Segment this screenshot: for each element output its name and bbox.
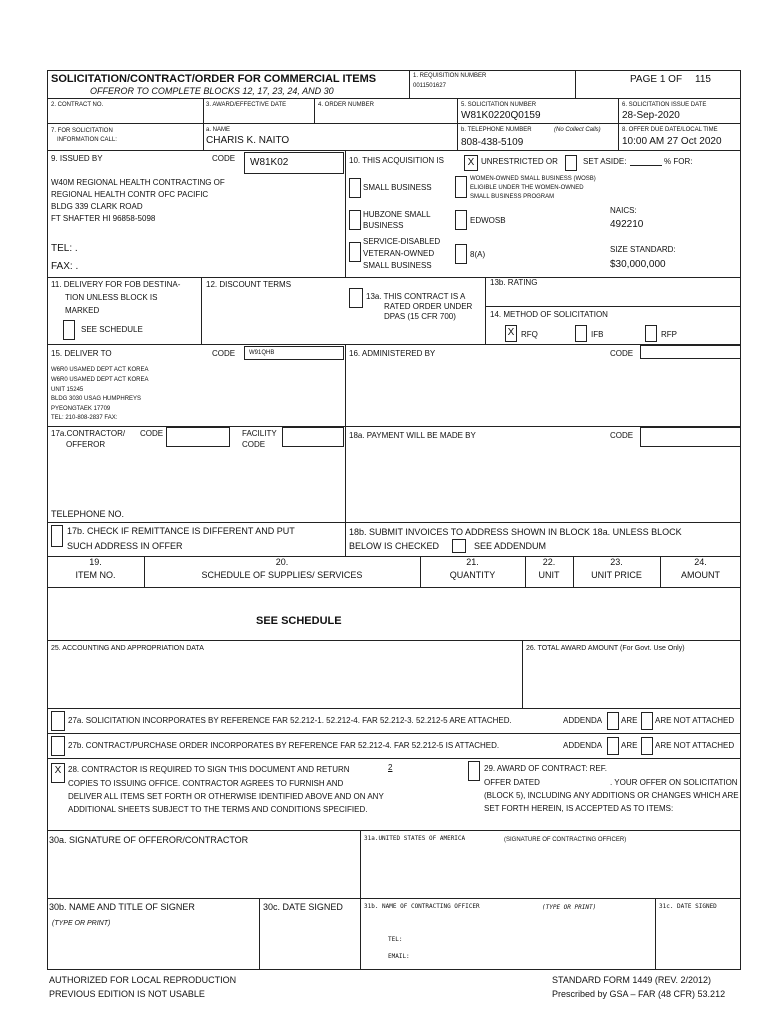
eight-a-label: 8(A) <box>470 250 486 259</box>
type-or-print-note: (TYPE OR PRINT) <box>52 920 111 927</box>
page-total: 115 <box>695 74 711 85</box>
telephone-value[interactable]: 808-438-5109 <box>461 137 524 148</box>
co-type-or-print-note: (TYPE OR PRINT) <box>542 904 597 911</box>
deliver-to-label: 15. DELIVER TO <box>51 349 112 358</box>
sdvosb-label-3: SMALL BUSINESS <box>363 261 432 270</box>
naics-label: NAICS: <box>610 206 637 215</box>
issued-by-code-label: CODE <box>212 154 236 163</box>
deliver-to-code-value: W91QHB <box>249 350 275 356</box>
unrestricted-label: UNRESTRICTED OR <box>481 157 558 166</box>
small-business-label: SMALL BUSINESS <box>363 183 432 192</box>
delivery-fob-label-2: TION UNLESS BLOCK IS <box>65 293 158 302</box>
naics-value[interactable]: 492210 <box>610 219 644 230</box>
block-29-offer-dated: OFFER DATED <box>484 778 540 787</box>
quantity-header: QUANTITY <box>449 570 496 580</box>
edwosb-label: EDWOSB <box>470 216 506 225</box>
administered-by-code-label: CODE <box>610 349 634 358</box>
form-subtitle: OFFEROR TO COMPLETE BLOCKS 12, 17, 23, 24, AND 30 <box>90 86 334 96</box>
sdvosb-label: SERVICE-DISABLED <box>363 237 441 246</box>
remittance-label: 17b. CHECK IF REMITTANCE IS DIFFERENT AND PUT <box>67 526 295 536</box>
deliver-to-address-line: BLDG 3030 USAG HUMPHREYS <box>51 396 142 402</box>
size-standard-label: SIZE STANDARD: <box>610 245 676 254</box>
far-27b-text: 27b. CONTRACT/PURCHASE ORDER INCORPORATES BY REFERENCE FAR 52.212-4. FAR 52.212-5 IS ATTACHED. <box>68 741 500 750</box>
amount-header: AMOUNT <box>681 570 720 580</box>
contract-no-label: 2. CONTRACT NO. <box>51 102 104 108</box>
date-signed-label: 30c. DATE SIGNED <box>263 902 343 912</box>
signature-offeror-label: 30a. SIGNATURE OF OFFEROR/CONTRACTOR <box>49 835 249 845</box>
for-info-label-2: INFORMATION CALL: <box>57 137 117 143</box>
administered-by-label: 16. ADMINISTERED BY <box>349 349 436 358</box>
rating-label: 13b. RATING <box>490 278 538 287</box>
ifb-label: IFB <box>591 330 604 339</box>
solicitation-number-value[interactable]: W81K0220Q0159 <box>461 110 541 121</box>
contractor-code-label: CODE <box>140 429 164 438</box>
rated-order-label-3: DPAS (15 CFR 700) <box>384 312 456 321</box>
contracting-officer-name-label: 31b. NAME OF CONTRACTING OFFICER <box>364 903 480 910</box>
footer-form-number: STANDARD FORM 1449 (REV. 2/2012) <box>552 975 712 985</box>
unit-price-header: UNIT PRICE <box>591 570 642 580</box>
wosb-checkbox[interactable] <box>455 176 467 198</box>
percent-for-label: % FOR: <box>664 157 693 166</box>
set-aside-percent-field[interactable] <box>630 165 662 166</box>
rfp-label: RFP <box>661 330 677 339</box>
requisition-value[interactable]: 0011501627 <box>413 83 446 89</box>
telephone-label: b. TELEPHONE NUMBER <box>461 127 532 133</box>
facility-code-field[interactable] <box>282 427 344 447</box>
quantity-header-number: 21. <box>466 557 479 567</box>
addenda-27b-label: ADDENDA <box>563 741 603 750</box>
remittance-checkbox[interactable] <box>51 525 63 547</box>
telephone-no-label: TELEPHONE NO. <box>51 509 125 519</box>
amount-header-number: 24. <box>694 557 707 567</box>
rated-order-checkbox[interactable] <box>349 288 363 308</box>
block-28-text-3: DELIVER ALL ITEMS SET FORTH OR OTHERWISE IDENTIFIED ABOVE AND ON ANY <box>68 792 384 801</box>
block-28-checkbox[interactable]: X <box>51 763 65 783</box>
see-schedule-label: SEE SCHEDULE <box>81 325 143 334</box>
total-award-label: 26. TOTAL AWARD AMOUNT (For Govt. Use Only) <box>526 645 685 652</box>
rated-order-label-2: RATED ORDER UNDER <box>384 302 473 311</box>
block-28-copies[interactable]: 2 <box>388 763 393 772</box>
form-title: SOLICITATION/CONTRACT/ORDER FOR COMMERCIAL ITEMS <box>51 73 377 85</box>
addenda-27b-are-checkbox[interactable] <box>607 737 619 755</box>
item-no-number: 19. <box>89 557 102 567</box>
see-schedule-checkbox[interactable] <box>63 320 75 340</box>
accounting-data-label: 25. ACCOUNTING AND APPROPRIATION DATA <box>51 645 204 652</box>
wosb-label: WOMEN-OWNED SMALL BUSINESS (WOSB) <box>470 176 596 182</box>
footer-reproduction-note: AUTHORIZED FOR LOCAL REPRODUCTION <box>49 975 237 985</box>
edwosb-checkbox[interactable] <box>455 210 467 230</box>
issued-by-label: 9. ISSUED BY <box>51 154 103 163</box>
hubzone-label-2: BUSINESS <box>363 221 404 230</box>
requisition-label: 1. REQUISITION NUMBER <box>413 73 487 79</box>
name-title-signer-label: 30b. NAME AND TITLE OF SIGNER <box>49 902 195 912</box>
see-addendum-label: SEE ADDENDUM <box>474 541 547 551</box>
hubzone-checkbox[interactable] <box>349 210 361 230</box>
deliver-to-address-line: W6R0 USAMED DEPT ACT KOREA <box>51 377 149 383</box>
page-label: PAGE 1 OF <box>630 74 683 85</box>
facility-code-label: FACILITY <box>242 429 277 438</box>
solicitation-number-label: 5. SOLICITATION NUMBER <box>461 102 537 108</box>
rfq-label: RFQ <box>521 330 538 339</box>
order-number-label: 4. ORDER NUMBER <box>318 102 375 108</box>
see-schedule-text: SEE SCHEDULE <box>256 615 342 627</box>
issued-by-address-line: W40M REGIONAL HEALTH CONTRACTING OF <box>51 178 225 187</box>
wosb-label-3: SMALL BUSINESS PROGRAM <box>470 194 555 200</box>
due-date-label: 8. OFFER DUE DATE/LOCAL TIME <box>622 127 718 133</box>
far-27a-checkbox[interactable] <box>51 711 65 731</box>
rated-order-label: 13a. THIS CONTRACT IS A <box>366 292 466 301</box>
issue-date-label: 6. SOLICITATION ISSUE DATE <box>622 102 707 108</box>
size-standard-value[interactable]: $30,000,000 <box>610 259 666 270</box>
footer-edition-note: PREVIOUS EDITION IS NOT USABLE <box>49 989 205 999</box>
deliver-to-address-line: W6R0 USAMED DEPT ACT KOREA <box>51 367 149 373</box>
issued-by-address-line: BLDG 339 CLARK ROAD <box>51 202 143 211</box>
block-29-text-3: (BLOCK 5), INCLUDING ANY ADDITIONS OR CHANGES WHICH ARE <box>484 791 739 800</box>
award-date-label: 3. AWARD/EFFECTIVE DATE <box>206 102 287 108</box>
acquisition-label: 10. THIS ACQUISITION IS <box>349 156 444 165</box>
see-addendum-checkbox[interactable] <box>452 539 466 553</box>
addenda-27a-are-checkbox[interactable] <box>607 712 619 730</box>
addenda-27a-are-label: ARE <box>621 716 638 725</box>
name-value[interactable]: CHARIS K. NAITO <box>206 135 290 146</box>
contractor-code-field[interactable] <box>166 427 230 447</box>
delivery-fob-label-3: MARKED <box>65 306 100 315</box>
issued-by-address-line: REGIONAL HEALTH CONTR OFC PACIFIC <box>51 190 209 199</box>
set-aside-label: SET ASIDE: <box>583 157 627 166</box>
payment-by-label: 18a. PAYMENT WILL BE MADE BY <box>349 431 476 440</box>
remittance-label-2: SUCH ADDRESS IN OFFER <box>67 541 183 551</box>
contractor-label: 17a.CONTRACTOR/ <box>51 429 126 438</box>
sdvosb-label-2: VETERAN-OWNED <box>363 249 435 258</box>
deliver-to-code-label: CODE <box>212 349 236 358</box>
sdvosb-checkbox[interactable] <box>349 242 361 262</box>
unit-header: UNIT <box>538 570 560 580</box>
name-label: a. NAME <box>206 127 231 133</box>
due-date-value[interactable]: 10:00 AM 27 Oct 2020 <box>622 136 722 147</box>
deliver-to-address-line: UNIT 15245 <box>51 387 84 393</box>
method-of-solicitation-label: 14. METHOD OF SOLICITATION <box>490 310 608 319</box>
submit-invoices-label: 18b. SUBMIT INVOICES TO ADDRESS SHOWN IN BLOCK 18a. UNLESS BLOCK <box>349 527 682 537</box>
submit-invoices-label-2: BELOW IS CHECKED <box>349 541 440 551</box>
signature-co-note: (SIGNATURE OF CONTRACTING OFFICER) <box>504 837 627 843</box>
payment-code-field[interactable] <box>640 427 741 447</box>
block-29-text-4: SET FORTH HEREIN, IS ACCEPTED AS TO ITEMS: <box>484 804 674 813</box>
addenda-27a-are-not-label: ARE NOT ATTACHED <box>655 716 735 725</box>
signature-usa-label: 31a.UNITED STATES OF AMERICA <box>364 835 466 842</box>
for-info-label: 7. FOR SOLICITATION <box>51 128 113 134</box>
addenda-27b-are-not-label: ARE NOT ATTACHED <box>655 741 735 750</box>
eight-a-checkbox[interactable] <box>455 244 467 264</box>
addenda-27b-are-not-checkbox[interactable] <box>641 737 653 755</box>
contractor-label-2: OFFEROR <box>66 440 106 449</box>
block-29-text: 29. AWARD OF CONTRACT: REF. <box>484 764 607 773</box>
small-business-checkbox[interactable] <box>349 178 361 198</box>
delivery-fob-label: 11. DELIVERY FOR FOB DESTINA- <box>51 280 181 289</box>
co-email-label: EMAIL: <box>388 953 410 960</box>
deliver-to-address-line: TEL: 210-808-2837 FAX: <box>51 415 118 421</box>
addenda-27b-are-label: ARE <box>621 741 638 750</box>
payment-code-label: CODE <box>610 431 634 440</box>
far-27a-text: 27a. SOLICITATION INCORPORATES BY REFERENCE FAR 52.212-1. 52.212-4. FAR 52.212-3. 52.212-5 ARE ATTACHED. <box>68 716 512 725</box>
ifb-checkbox[interactable] <box>575 325 587 342</box>
block-28-text: 28. CONTRACTOR IS REQUIRED TO SIGN THIS DOCUMENT AND RETURN <box>68 765 350 774</box>
deliver-to-address-line: PYEONGTAEK 17709 <box>51 406 111 412</box>
issued-by-address-line: FT SHAFTER HI 96858-5098 <box>51 214 156 223</box>
hubzone-label: HUBZONE SMALL <box>363 210 431 219</box>
issued-by-code-value: W81K02 <box>250 157 289 168</box>
no-collect-note: (No Collect Calls) <box>554 127 601 133</box>
set-aside-checkbox[interactable] <box>565 155 577 171</box>
co-date-signed-label: 31c. DATE SIGNED <box>659 903 717 910</box>
addenda-27a-are-not-checkbox[interactable] <box>641 712 653 730</box>
schedule-header-number: 20. <box>275 557 289 567</box>
block-29-text-2: . YOUR OFFER ON SOLICITATION <box>610 778 738 787</box>
co-tel-label: TEL: <box>388 936 403 943</box>
footer-prescribed-by: Prescribed by GSA – FAR (48 CFR) 53.212 <box>552 989 726 999</box>
issue-date-value[interactable]: 28-Sep-2020 <box>622 110 680 121</box>
issued-by-tel: TEL: . <box>51 243 78 254</box>
item-no-header: ITEM NO. <box>75 570 116 580</box>
facility-code-label-2: CODE <box>242 440 266 449</box>
block-28-text-4: ADDITIONAL SHEETS SUBJECT TO THE TERMS AND CONDITIONS SPECIFIED. <box>68 805 368 814</box>
rfq-checkbox[interactable]: X <box>505 325 517 342</box>
issued-by-fax: FAX: . <box>51 261 79 272</box>
addenda-27a-label: ADDENDA <box>563 716 603 725</box>
unit-price-header-number: 23. <box>610 557 623 567</box>
administered-by-code-field[interactable] <box>640 345 741 359</box>
schedule-header: SCHEDULE OF SUPPLIES/ SERVICES <box>201 570 363 580</box>
wosb-label-2: ELIGIBLE UNDER THE WOMEN-OWNED <box>470 185 584 191</box>
block-29-checkbox[interactable] <box>468 761 480 781</box>
discount-terms-label: 12. DISCOUNT TERMS <box>206 280 292 289</box>
far-27b-checkbox[interactable] <box>51 736 65 756</box>
block-28-text-2: COPIES TO ISSUING OFFICE. CONTRACTOR AGREES TO FURNISH AND <box>68 779 344 788</box>
unrestricted-checkbox[interactable]: X <box>464 155 478 171</box>
unit-header-number: 22. <box>542 557 556 567</box>
rfp-checkbox[interactable] <box>645 325 657 342</box>
